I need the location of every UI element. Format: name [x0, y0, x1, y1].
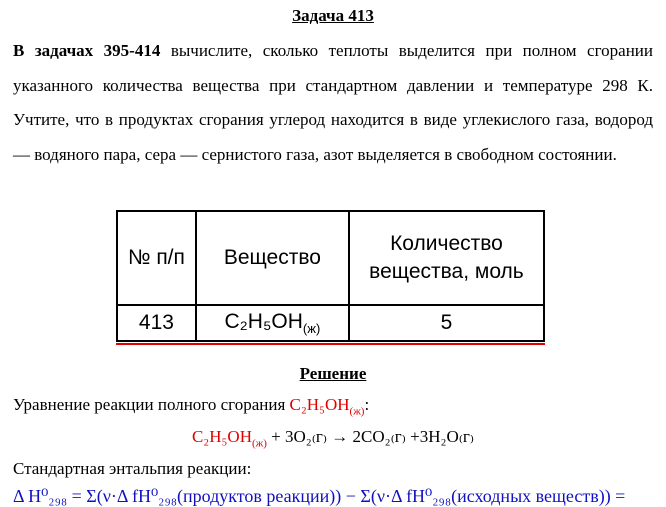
task-range-bold: В задачах 395-414 [13, 41, 161, 60]
enthalpy-formula: Δ H⁰₂₉₈ = Σ(ν·Δ fH⁰₂₉₈(продуктов реакции)) − Σ(ν·Δ fH⁰₂₉₈(исходных веществ)) = [13, 486, 626, 506]
header-substance: Вещество [196, 211, 349, 305]
reaction-equation [0, 427, 666, 449]
header-number: № п/п [117, 211, 196, 305]
task-description-text: вычислите, сколько теплоты выделится при полном сгорании указанного количества вещества при стандартном давлении и температуре 298 К. Учтите, что в продуктах сгорания углерод находится в виде углекислого газа, водород — водяного пара, сера — сернистого газа, азот выделяется в свободном состоянии. [13, 41, 653, 164]
equation-reactant: C₂H₅OH [191, 427, 252, 446]
equation-reactant-state: (ж) [251, 437, 267, 450]
task-title: Задача 413 [292, 6, 374, 25]
table-row [117, 305, 544, 341]
cell-number: 413 [117, 305, 196, 341]
table-red-underline [116, 343, 545, 345]
reaction-intro-substance: C₂H₅OH [289, 395, 350, 414]
task-description [13, 34, 653, 172]
cell-substance [196, 305, 349, 341]
reaction-intro-text: Уравнение реакции полного сгорания [13, 395, 290, 414]
substance-formula: C₂H₅OH [224, 309, 303, 333]
header-amount: Количество вещества, моль [349, 211, 544, 305]
task-table [116, 210, 545, 342]
table-header-row [117, 211, 544, 305]
reaction-intro [13, 395, 369, 417]
equation-rest: + 3O₂₍г₎ → 2CO₂₍г₎ +3H₂O₍г₎ [266, 427, 475, 446]
reaction-intro-state: (ж) [349, 405, 365, 418]
reaction-intro-end: : [364, 395, 370, 414]
substance-state: (ж) [302, 321, 321, 337]
cell-amount: 5 [349, 305, 544, 341]
solution-title: Решение [299, 364, 367, 383]
enthalpy-label: Стандартная энтальпия реакции: [13, 459, 252, 478]
